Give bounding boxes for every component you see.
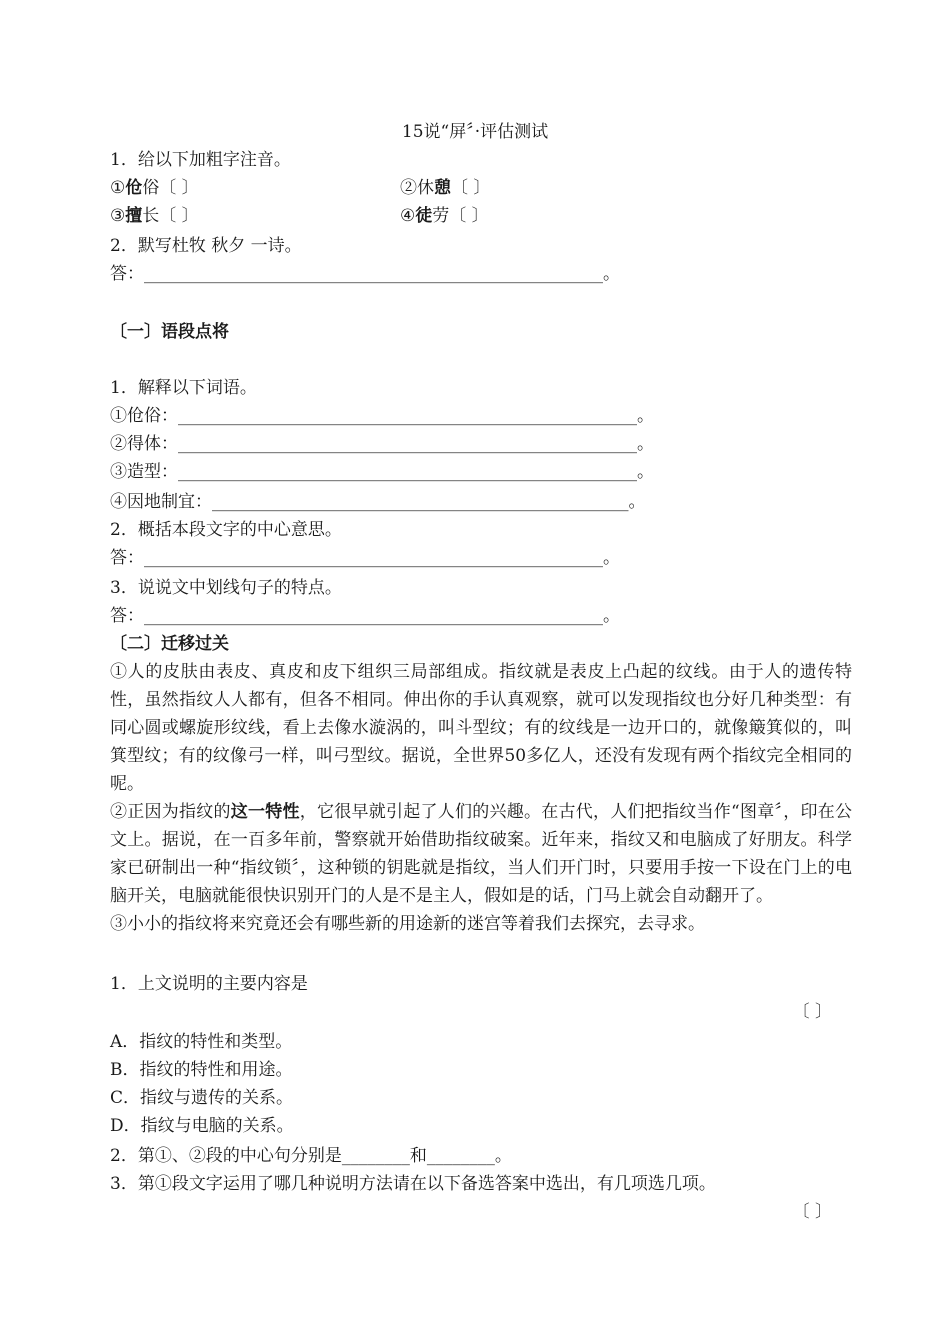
definition-line[interactable]: ④因地制宜：_________________________________________________。 — [110, 492, 646, 512]
paragraph-1: ①人的皮肤由表皮、真皮和皮下组织三局部组成。指纹就是表皮上凸起的纹线。由于人的遗传特性，虽然指纹人人都有，但各不相同。伸出你的手认真观察，就可以发现指纹也分好几种类型：有同心圆或螺旋形纹线，看上去像水漩涡的，叫斗型纹；有的纹线是一边开口的，就像簸箕似的，叫箕型纹；有的纹像弓一样，叫弓型纹。据说，全世界50多亿人，还没有发现有两个指纹完全相同的呢。 — [110, 662, 852, 794]
page-title: 15说“屏〞·评估测试 — [401, 122, 549, 142]
item-number: ②休 — [400, 178, 434, 198]
paragraph-3: ③小小的指纹将来究竟还会有哪些新的用途新的迷宫等着我们去探究，去寻求。 — [110, 914, 705, 934]
pinyin-item-4 — [400, 202, 489, 230]
item-rest: 俗〔 〕 — [142, 178, 199, 198]
option-b[interactable]: B．指纹的特性和用途。 — [110, 1060, 293, 1080]
bold-char: 憩 — [434, 178, 451, 198]
option-a[interactable]: A．指纹的特性和类型。 — [110, 1032, 293, 1052]
question-summary: 2．概括本段文字的中心意思。 — [110, 520, 342, 540]
answer-line[interactable]: 答：______________________________________________________。 — [110, 264, 620, 284]
bold-phrase: 这一特性 — [230, 802, 300, 822]
pinyin-item-2 — [400, 174, 490, 202]
pinyin-item-1 — [110, 174, 199, 202]
section-heading-2: 〔二〕迁移过关 — [110, 634, 229, 654]
section-heading-1: 〔一〕语段点将 — [110, 322, 229, 342]
option-c[interactable]: C．指纹与遗传的关系。 — [110, 1088, 294, 1108]
bold-char: 擅 — [125, 206, 143, 226]
bold-char: 伧 — [125, 178, 143, 198]
option-d[interactable]: D．指纹与电脑的关系。 — [110, 1116, 294, 1136]
question-main-content: 1．上文说明的主要内容是 — [110, 974, 308, 994]
answer-bracket[interactable]: 〔 〕 — [792, 1002, 832, 1022]
paragraph-2: ②正因为指纹的这一特性，它很早就引起了人们的兴趣。在古代，人们把指纹当作“图章〞，印在公文上。据说，在一百多年前，警察就开始借助指纹破案。近年来，指纹又和电脑成了好朋友。科学家已研制出一种“指纹锁〞，这种锁的钥匙就是指纹，当人们开门时，只要用手按一下设在门上的电脑开关，电脑就能很快识别开门的人是不是主人，假如是的话，门马上就会自动翻开了。 — [110, 802, 853, 906]
item-number: ④ — [400, 206, 416, 226]
answer-line[interactable]: 答：______________________________________________________。 — [110, 606, 620, 626]
item-rest: 长〔 〕 — [142, 206, 199, 226]
definition-line[interactable]: ①伧俗：______________________________________________________。 — [110, 406, 654, 426]
question-sentence-feature: 3．说说文中划线句子的特点。 — [110, 578, 342, 598]
definition-line[interactable]: ②得体：______________________________________________________。 — [110, 434, 654, 454]
question-central-sentences: 2．第①、②段的中心句分别是________和________。 — [110, 1146, 512, 1166]
pinyin-item-3 — [110, 202, 199, 230]
item-rest: 劳〔 〕 — [432, 206, 489, 226]
question-1-pinyin: 1．给以下加粗字注音。 — [110, 150, 291, 170]
bold-char: 徒 — [415, 206, 433, 226]
item-rest: 〔 〕 — [451, 178, 491, 198]
answer-bracket[interactable]: 〔 〕 — [792, 1202, 832, 1222]
question-2-poem: 2．默写杜牧 秋夕 一诗。 — [110, 236, 302, 256]
question-define: 1．解释以下词语。 — [110, 378, 257, 398]
question-methods: 3．第①段文字运用了哪几种说明方法请在以下备选答案中选出，有几项选几项。 — [110, 1174, 716, 1194]
definition-line[interactable]: ③造型：______________________________________________________。 — [110, 462, 654, 482]
answer-line[interactable]: 答：______________________________________________________。 — [110, 548, 620, 568]
reading-passage — [110, 658, 852, 938]
item-number: ③ — [110, 206, 126, 226]
item-number: ① — [110, 178, 126, 198]
